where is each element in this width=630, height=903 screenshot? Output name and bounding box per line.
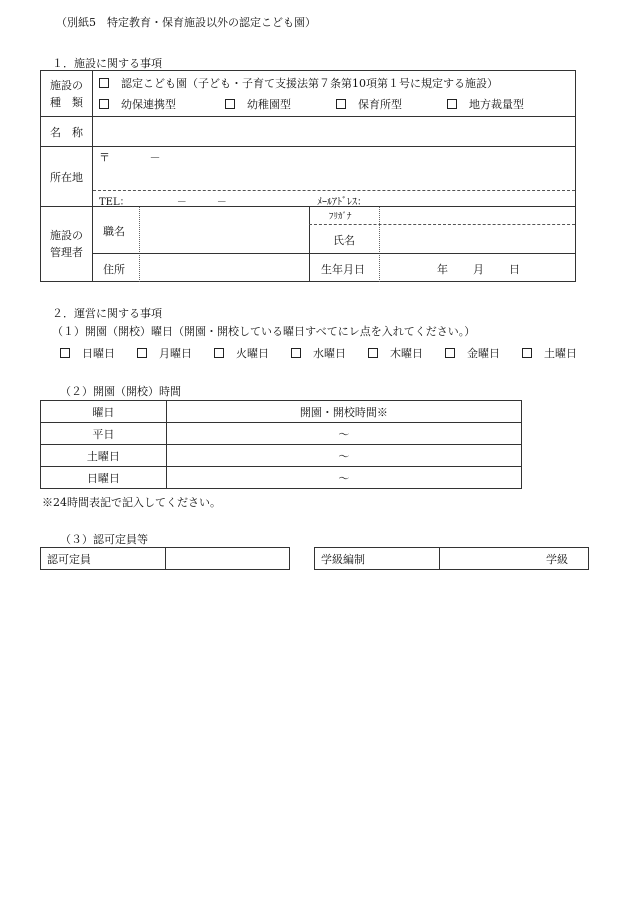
- day-label: 水曜日: [313, 347, 346, 360]
- class-table: [314, 547, 589, 570]
- hours-subtitle: （２）開園（開校）時間: [60, 385, 181, 398]
- tel-dashes: － －: [176, 197, 227, 208]
- manager-name-label: 氏名: [332, 234, 355, 247]
- day-label: 月曜日: [159, 347, 192, 360]
- day-label: 土曜日: [544, 347, 577, 360]
- hours-note: ※24時間表記で記入してください。: [42, 496, 221, 509]
- type-option-label: 幼保連携型: [120, 97, 176, 111]
- birth-month-label: 月: [472, 263, 484, 276]
- class-field[interactable]: [439, 548, 588, 570]
- capacity-subtitle: （３）認可定員等: [60, 533, 148, 546]
- hours-row-time[interactable]: ～: [166, 445, 521, 467]
- section2-title: ２．運営に関する事項: [52, 307, 162, 320]
- type-option-checkbox[interactable]: [447, 99, 457, 109]
- day-checkbox[interactable]: [137, 348, 147, 358]
- day-checkbox[interactable]: [445, 348, 455, 358]
- birth-year-label: 年: [436, 263, 448, 276]
- capacity-table: [40, 547, 290, 570]
- facility-name-label: 名 称: [41, 117, 93, 147]
- type-option-checkbox[interactable]: [225, 99, 235, 109]
- postal-dash: －: [149, 151, 161, 164]
- postal-mark: 〒: [98, 151, 110, 164]
- manager-field[interactable]: [92, 207, 575, 282]
- type-kodomoen-checkbox[interactable]: [99, 78, 109, 88]
- hours-header-time: 開園・開校時間※: [166, 401, 521, 423]
- type-kodomoen-label: 認定こども園（子ども・子育て支援法第７条第10項第１号に規定する施設）: [120, 76, 498, 90]
- hours-row-day: 平日: [41, 423, 167, 445]
- open-days-instruction: （１）開園（開校）曜日（開園・開校している曜日すべてにレ点を入れてください。）: [52, 325, 476, 338]
- facility-type-label: 施設の種 類: [41, 71, 93, 117]
- type-option-label: 保育所型: [357, 97, 402, 111]
- day-label: 木曜日: [390, 347, 423, 360]
- manager-label: 施設の管理者: [41, 207, 93, 282]
- type-option-label: 幼稚園型: [246, 97, 291, 111]
- type-option-label: 地方裁量型: [468, 97, 524, 111]
- capacity-field[interactable]: [165, 548, 289, 570]
- day-label: 日曜日: [82, 347, 115, 360]
- document-header: （別紙5 特定教育・保育施設以外の認定こども園）: [56, 16, 316, 29]
- hours-row-day: 日曜日: [41, 467, 167, 489]
- capacity-label: 認可定員: [41, 548, 166, 570]
- class-label: 学級編制: [315, 548, 440, 570]
- facility-name-field[interactable]: [92, 117, 575, 147]
- hours-row-time[interactable]: ～: [166, 423, 521, 445]
- section1-title: １．施設に関する事項: [52, 57, 162, 70]
- type-option-checkbox[interactable]: [336, 99, 346, 109]
- job-title-label: 職名: [102, 225, 125, 238]
- hours-table: [40, 400, 522, 489]
- day-checkbox[interactable]: [522, 348, 532, 358]
- address-label: 所在地: [41, 147, 93, 207]
- class-unit: 学級: [546, 552, 568, 566]
- day-label: 火曜日: [236, 347, 269, 360]
- open-days-row: [60, 345, 582, 361]
- day-checkbox[interactable]: [291, 348, 301, 358]
- email-label: ﾒｰﾙｱﾄﾞﾚｽ：: [316, 197, 367, 208]
- day-checkbox[interactable]: [60, 348, 70, 358]
- tel-label: TEL：: [98, 197, 130, 208]
- hours-header-day: 曜日: [41, 401, 167, 423]
- day-checkbox[interactable]: [214, 348, 224, 358]
- day-checkbox[interactable]: [368, 348, 378, 358]
- hours-row-time[interactable]: ～: [166, 467, 521, 489]
- day-label: 金曜日: [467, 347, 500, 360]
- type-option-checkbox[interactable]: [99, 99, 109, 109]
- residence-label: 住所: [102, 263, 125, 276]
- address-field[interactable]: [92, 147, 575, 207]
- facility-table: [40, 70, 576, 282]
- birth-day-label: 日: [508, 263, 520, 276]
- birthdate-label: 生年月日: [320, 263, 365, 276]
- furigana-label: ﾌﾘｶﾞﾅ: [328, 212, 352, 222]
- hours-row-day: 土曜日: [41, 445, 167, 467]
